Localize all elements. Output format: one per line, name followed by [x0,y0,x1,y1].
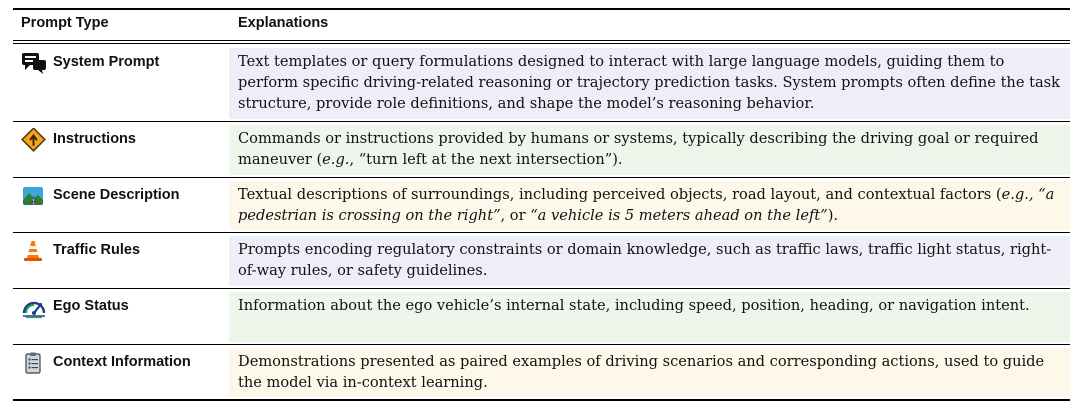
landscape-icon [21,184,47,208]
row-type: System Prompt [53,54,160,70]
row-type: Traffic Rules [53,242,141,258]
row-type: Context Information [53,354,191,370]
header-explanations: Explanations [238,15,329,31]
traffic-cone-icon [21,239,47,263]
row-label [21,130,136,154]
chat-bubbles-icon [21,51,47,75]
speedometer-icon [21,295,47,319]
explanation-text: , or [500,207,531,224]
explanation-text: , “turn left at the next intersection”). [349,151,623,168]
row-explanation: Text templates or query formulations designed to interact with large language models, guiding them to perform specific driving-related reasoning or trajectory prediction tasks. System prompts often define the task structure, provide role definitions, and shape the model’s reasoning behavior. [238,53,1061,112]
row-label [21,186,180,210]
row-explanation: Demonstrations presented as paired examples of driving scenarios and corresponding actions, used to guide the model via in-context learning. [238,353,1045,391]
row-label [21,353,191,377]
row-explanation: Prompts encoding regulatory constraints or domain knowledge, such as traffic laws, traffic light status, right-of-way rules, or safety guidelines. [238,241,1052,279]
eg-italic: e.g., “a pedestrian is crossing on the right” [238,186,1055,224]
explanation-text: ). [827,207,839,224]
table-row-scene-description [13,178,1070,233]
table-row-context-information [13,345,1070,400]
row-explanation: Information about the ego vehicle’s internal state, including speed, position, heading, or navigation intent. [238,297,1030,314]
table-row-system-prompt [13,45,1070,122]
explanation-text: Textual descriptions of surroundings, including perceived objects, road layout, and contextual factors ( [238,186,1002,203]
row-type: Ego Status [53,298,129,314]
row-type: Scene Description [53,187,180,203]
row-explanation [238,128,1062,170]
row-explanation [238,184,1062,226]
row-label [21,297,129,321]
eg-italic: e.g. [322,151,350,168]
road-sign-icon [21,128,47,152]
header-rule [13,40,1070,41]
table-row-traffic-rules [13,233,1070,289]
row-label [21,53,159,77]
header-rule-double [13,43,1070,44]
eg-italic-2: “a vehicle is 5 meters ahead on the left” [530,207,828,224]
row-type: Instructions [53,131,136,147]
clipboard-icon [21,351,47,375]
row-label [21,241,140,265]
table-top-rule [13,8,1070,10]
table-header [13,15,1070,41]
table-bottom-rule [13,399,1070,401]
table-row-instructions [13,122,1070,178]
table-row-ego-status [13,289,1070,345]
explanation-text: Commands or instructions provided by humans or systems, typically describing the driving goal or required maneuver ( [238,130,1039,168]
header-prompt-type: Prompt Type [21,15,109,31]
